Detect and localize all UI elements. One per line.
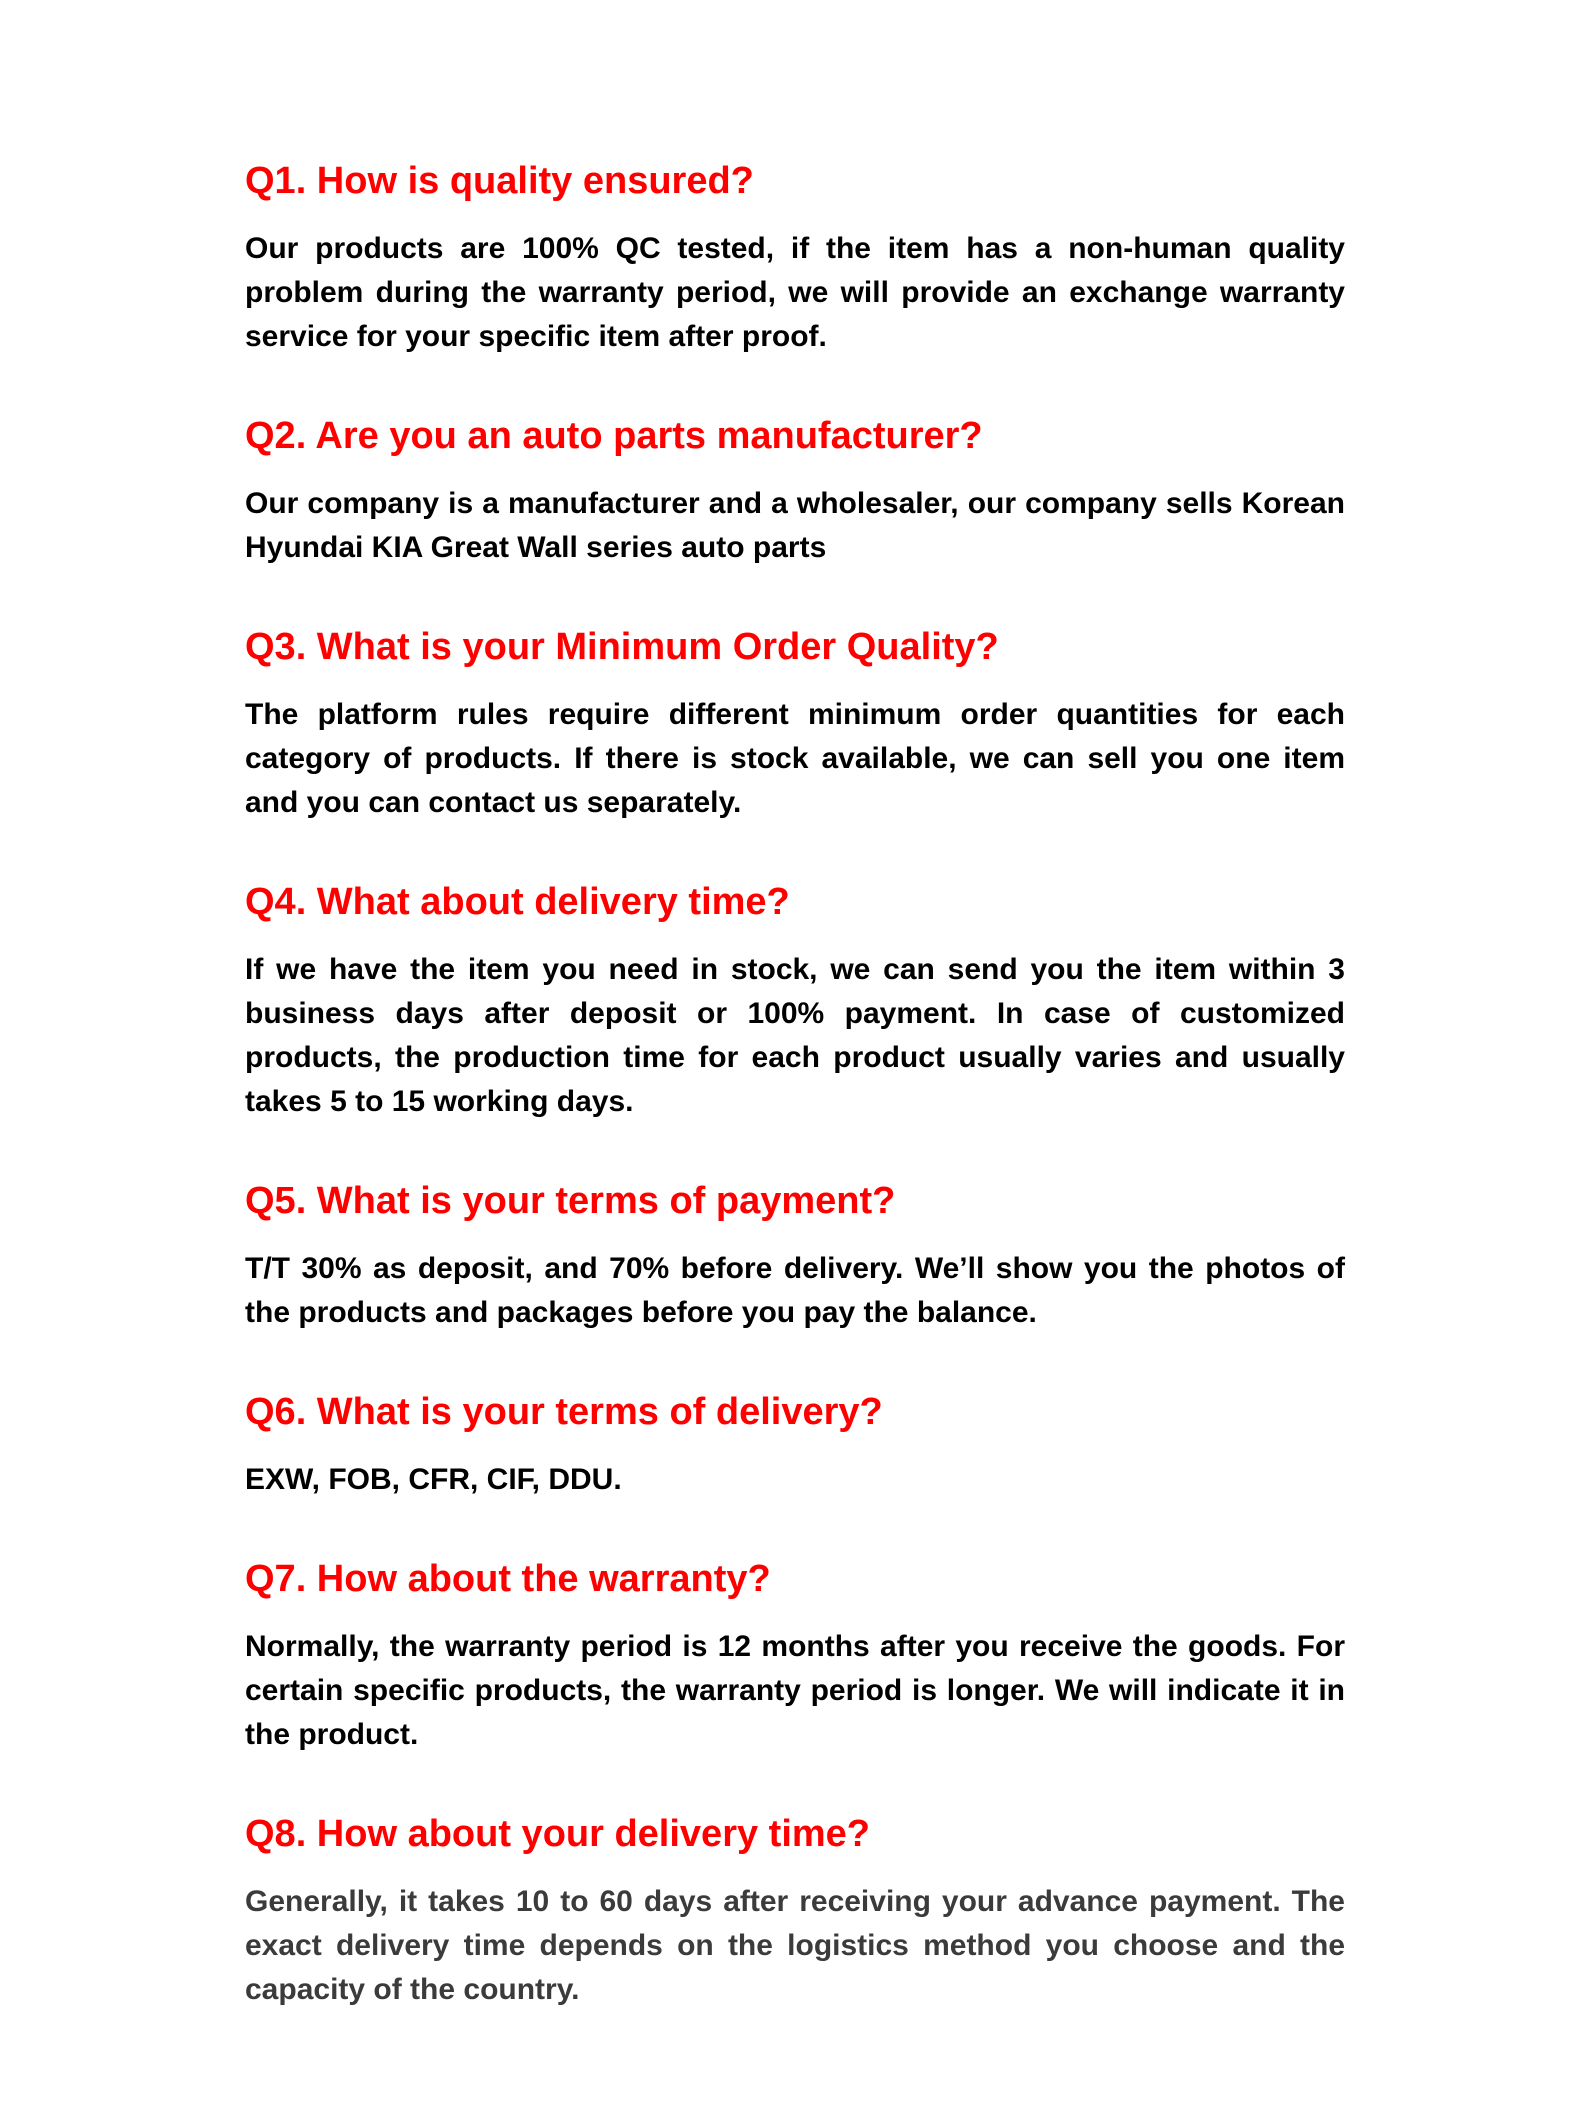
faq-answer-q5: T/T 30% as deposit, and 70% before delivery. We’ll show you the photos of the products and packages before you pay the balance. [245,1252,1345,1329]
faq-item-q7 [245,1556,1345,1757]
faq-item-q2 [245,413,1345,570]
faq-question-q3: Q3. What is your Minimum Order Quality? [245,626,999,668]
faq-item-q4 [245,879,1345,1124]
faq-item-q5 [245,1178,1345,1335]
faq-question-q6: Q6. What is your terms of delivery? [245,1391,883,1433]
faq-answer-q3: The platform rules require different minimum order quantities for each category of products. If there is stock available, we can sell you one item and you can contact us separately. [245,698,1345,819]
faq-question-q8: Q8. How about your delivery time? [245,1813,871,1855]
faq-item-q8 [245,1811,1345,2012]
faq-question-q7: Q7. How about the warranty? [245,1558,771,1600]
faq-answer-q4: If we have the item you need in stock, we can send you the item within 3 business days after deposit or 100% payment. In case of customized products, the production time for each product usually varies and usually takes 5 to 15 working days. [245,953,1345,1118]
faq-answer-q2: Our company is a manufacturer and a wholesaler, our company sells Korean Hyundai KIA Great Wall series auto parts [245,487,1345,564]
faq-answer-q1: Our products are 100% QC tested, if the item has a non-human quality problem during the warranty period, we will provide an exchange warranty service for your specific item after proof. [245,232,1345,353]
faq-answer-q7: Normally, the warranty period is 12 months after you receive the goods. For certain specific products, the warranty period is longer. We will indicate it in the product. [245,1630,1345,1751]
faq-question-q4: Q4. What about delivery time? [245,881,790,923]
faq-answer-q8: Generally, it takes 10 to 60 days after receiving your advance payment. The exact delivery time depends on the logistics method you choose and the capacity of the country. [245,1885,1345,2006]
faq-answer-q6: EXW, FOB, CFR, CIF, DDU. [245,1463,622,1496]
faq-item-q6 [245,1389,1345,1502]
faq-question-q2: Q2. Are you an auto parts manufacturer? [245,415,983,457]
faq-item-q3 [245,624,1345,825]
faq-item-q1 [245,158,1345,359]
faq-question-q1: Q1. How is quality ensured? [245,160,754,202]
faq-question-q5: Q5. What is your terms of payment? [245,1180,896,1222]
